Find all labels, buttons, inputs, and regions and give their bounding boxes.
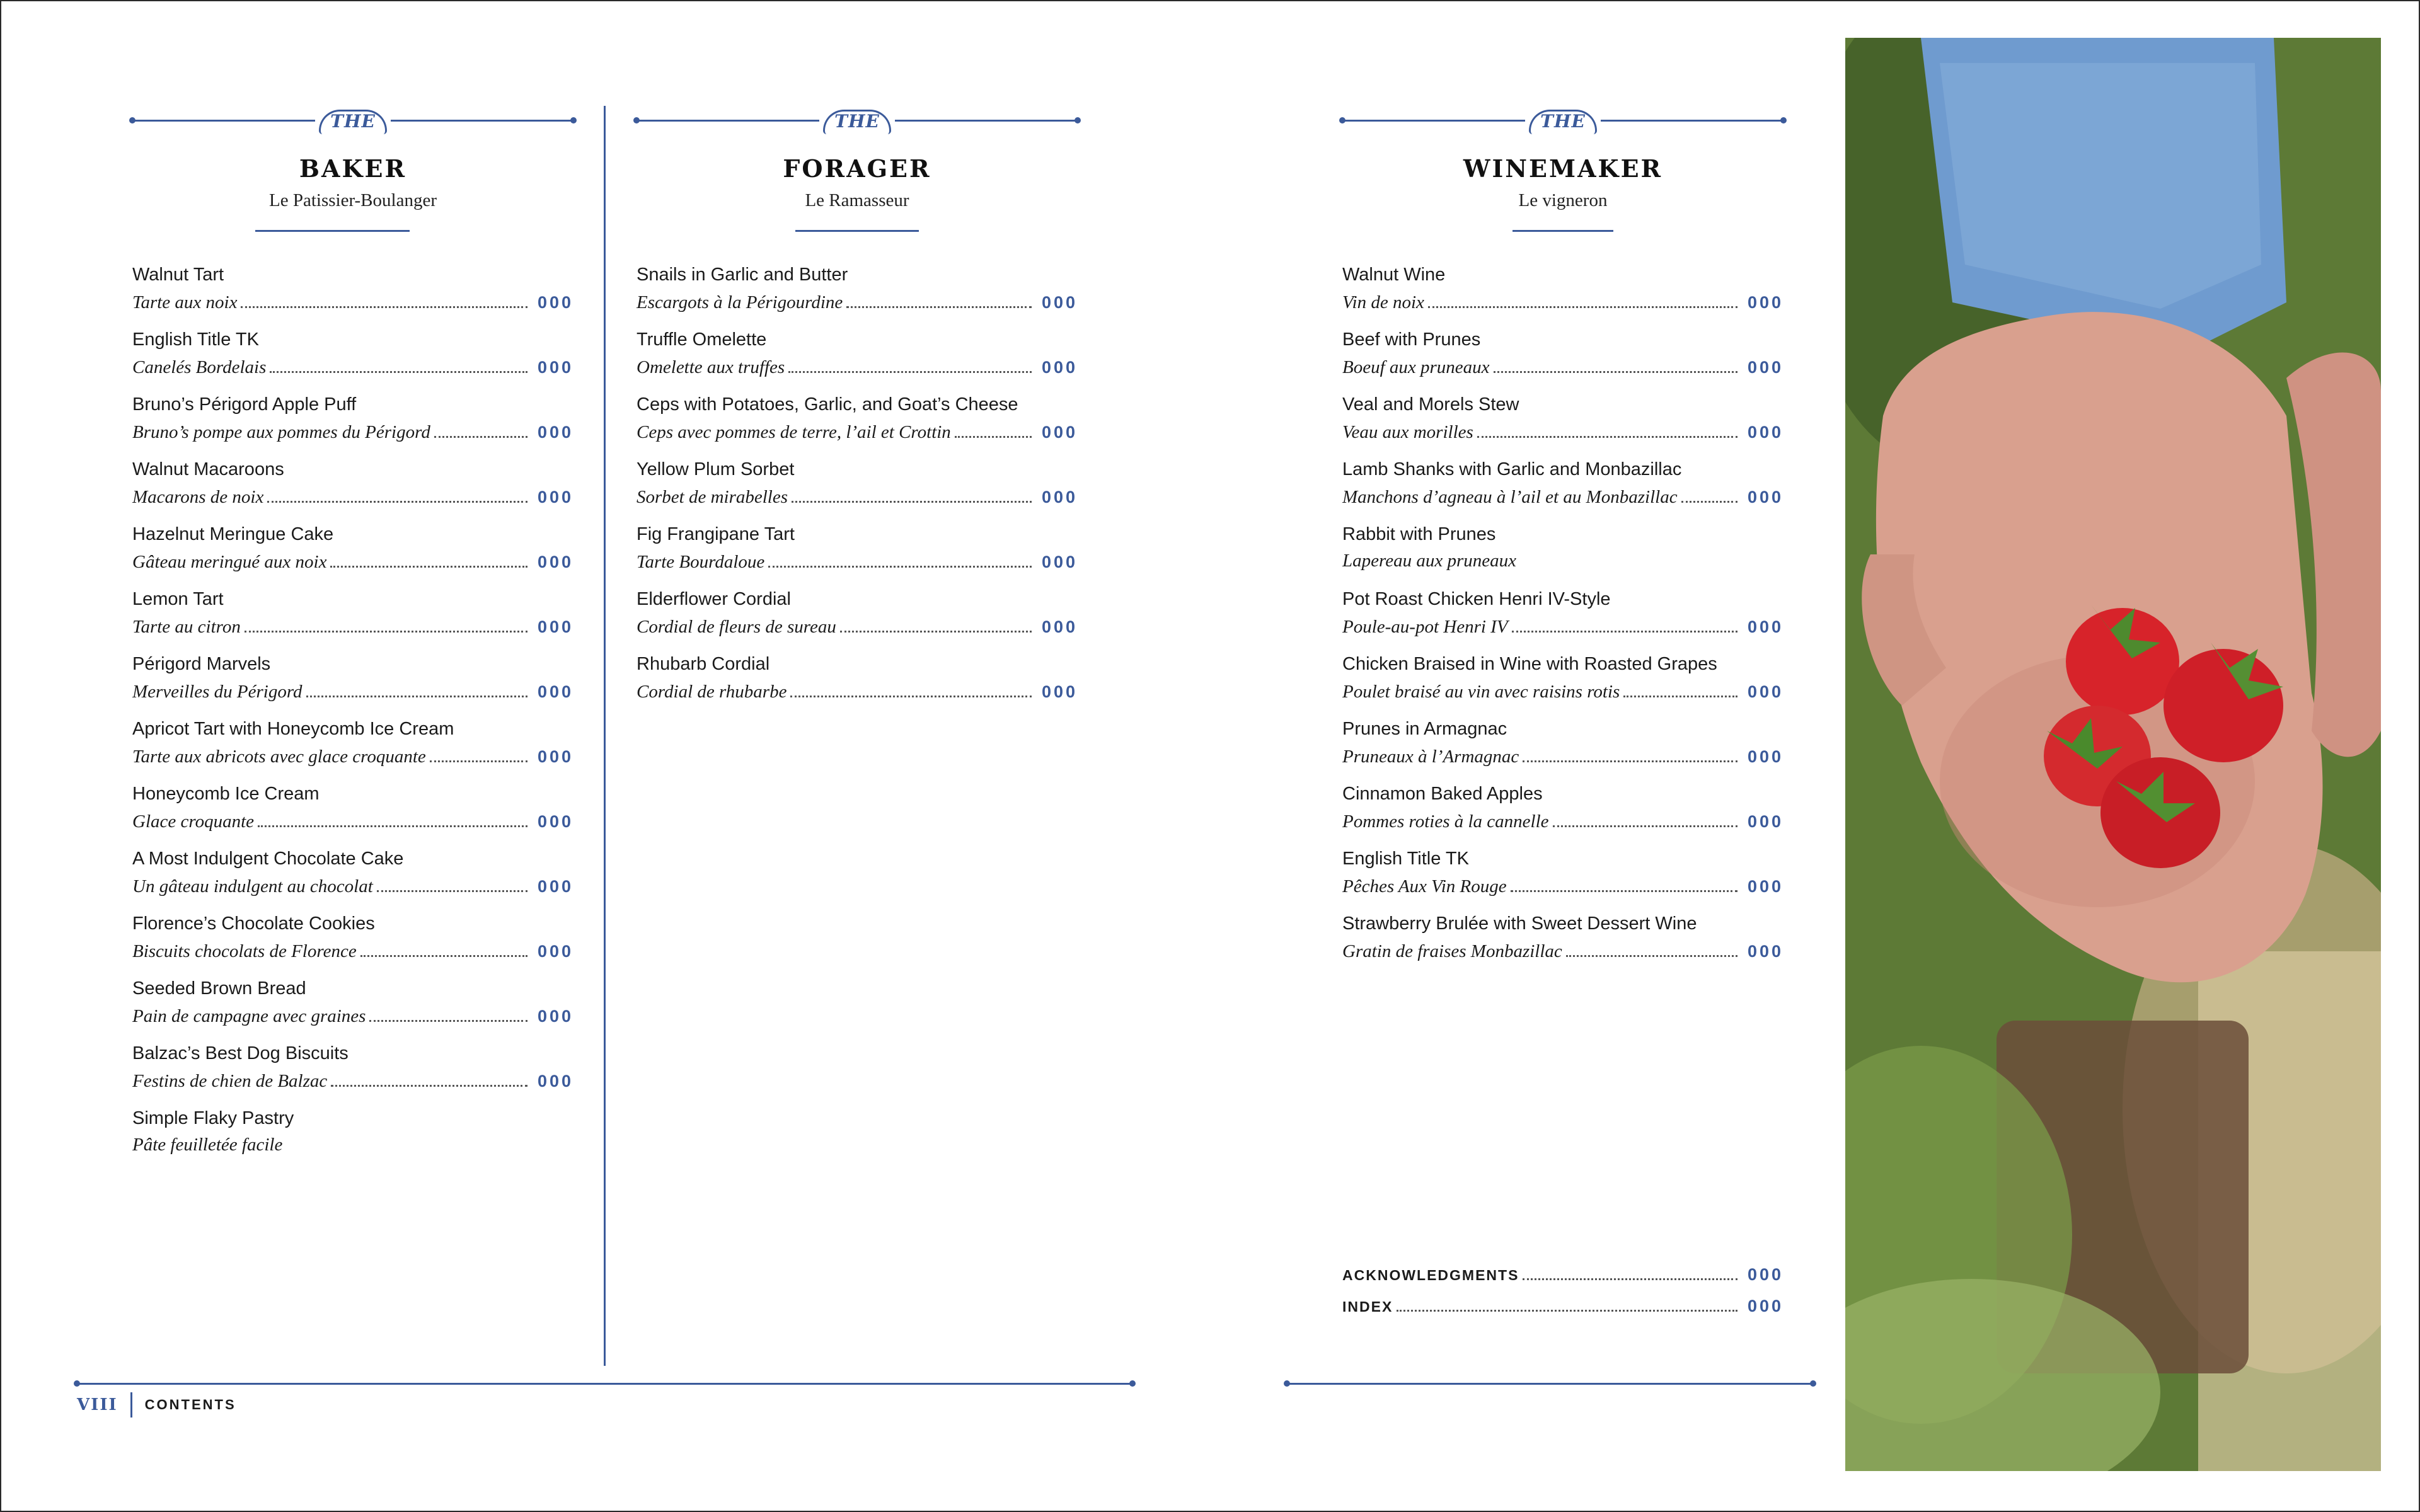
recipe-entry[interactable] [1342,914,1783,973]
page-number: 000 [1747,1265,1783,1284]
recipe-title-en: Yellow Plum Sorbet [637,459,795,479]
recipe-title-en: Walnut Tart [132,265,224,285]
dot-leader [377,875,527,892]
page-number: 000 [1747,682,1783,701]
recipe-entry[interactable] [132,719,573,778]
page-number: 000 [537,617,573,636]
page-number: 000 [1747,812,1783,831]
dot-leader [955,421,1032,438]
recipe-fr-line [132,810,573,835]
recipe-title-fr: Glace croquante [132,811,255,832]
dot-leader [788,356,1032,373]
recipe-entry[interactable] [1342,329,1783,389]
recipe-fr-line [1342,421,1783,446]
recipe-fr-line [132,291,573,316]
dot-leader [1512,616,1737,633]
page-number: 000 [1041,488,1078,507]
recipe-fr-line [132,1070,573,1095]
recipe-fr-line [132,1135,573,1160]
recipe-title-fr: Manchons d’agneau à l’ail et au Monbazillac [1342,487,1678,507]
page-number: 000 [1747,942,1783,961]
recipe-fr-line [1342,940,1783,965]
recipe-fr-line [132,551,573,576]
recipe-title-en: Apricot Tart with Honeycomb Ice Cream [132,719,454,739]
page-number: 000 [1041,358,1078,377]
dot-leader [846,291,1032,308]
recipe-title-fr: Festins de chien de Balzac [132,1071,328,1091]
recipe-title-fr: Canelés Bordelais [132,357,267,377]
section-subtitle: Le Ramasseur [805,190,909,210]
recipe-fr-line [1342,291,1783,316]
section-subtitle: Le vigneron [1518,190,1608,210]
recipe-entry[interactable] [1342,524,1783,583]
section-title: WINEMAKER [1463,154,1663,183]
recipe-entry[interactable] [132,784,573,843]
recipe-title-fr: Ceps avec pommes de terre, l’ail et Crottin [637,422,951,442]
dot-leader [1523,745,1737,762]
column-divider [604,106,606,1366]
recipe-title-fr: Lapereau aux pruneaux [1342,551,1516,571]
dot-leader [434,421,527,438]
recipe-entry[interactable] [132,978,573,1038]
recipe-title-en: Lamb Shanks with Garlic and Monbazillac [1342,459,1682,479]
the-badge: THE [1525,107,1601,136]
recipe-title-en: Chicken Braised in Wine with Roasted Grapes [1342,654,1717,674]
recipe-title-en: Bruno’s Périgord Apple Puff [132,394,357,415]
dot-leader [1397,1295,1737,1312]
dot-leader [270,356,527,373]
recipe-title-fr: Gratin de fraises Monbazillac [1342,941,1562,961]
page-number: 000 [537,1007,573,1026]
dot-leader [245,616,527,633]
dot-leader [369,1005,527,1022]
recipe-entry[interactable] [637,589,1078,648]
dot-leader [430,745,527,762]
recipe-entry[interactable] [637,524,1078,583]
recipe-title-fr: Cordial de fleurs de sureau [637,617,836,637]
folio-number: VIII [77,1395,118,1414]
recipe-title-fr: Un gâteau indulgent au chocolat [132,876,373,896]
recipe-title-en: Balzac’s Best Dog Biscuits [132,1043,349,1063]
recipe-title-en: English Title TK [1342,849,1469,869]
recipe-title-fr: Gâteau meringué aux noix [132,552,327,572]
dot-leader [1523,1263,1737,1280]
recipe-entry[interactable] [637,265,1078,324]
recipe-title-en: Seeded Brown Bread [132,978,306,999]
recipe-title-en: Veal and Morels Stew [1342,394,1519,415]
recipe-title-fr: Tarte au citron [132,617,241,637]
recipe-fr-line [637,486,1078,511]
section-subtitle: Le Patissier-Boulanger [269,190,437,210]
recipe-title-en: Périgord Marvels [132,654,271,674]
title-underline [1512,230,1613,232]
recipe-entry[interactable] [132,265,573,324]
recipe-entry[interactable] [132,1043,573,1102]
recipe-entry[interactable] [637,394,1078,454]
page-number: 000 [1747,1297,1783,1315]
recipe-entry[interactable] [132,849,573,908]
recipe-title-fr: Veau aux morilles [1342,422,1473,442]
page-number: 000 [537,747,573,766]
dot-leader [792,486,1032,503]
page-number: 000 [537,488,573,507]
recipe-entry[interactable] [132,459,573,518]
recipe-title-en: English Title TK [132,329,259,350]
strawberries-photo [1845,38,2381,1471]
recipe-fr-line [637,356,1078,381]
toc-index[interactable] [1342,1295,1783,1320]
dot-leader [768,551,1032,568]
recipe-title-fr: Bruno’s pompe aux pommes du Périgord [132,422,430,442]
recipe-entry[interactable] [1342,459,1783,518]
page-number: 000 [537,358,573,377]
dot-leader [1494,356,1737,373]
recipe-fr-line [1342,680,1783,706]
recipe-entry[interactable] [637,654,1078,713]
toc-acknowledgments[interactable] [1342,1263,1783,1288]
recipe-fr-line [132,1005,573,1030]
folio-separator [130,1392,132,1418]
recipe-title-fr: Tarte aux noix [132,292,238,312]
recipe-entry[interactable] [132,589,573,648]
recipe-title-fr: Macarons de noix [132,487,264,507]
recipe-title-en: Elderflower Cordial [637,589,791,609]
recipe-title-fr: Pruneaux à l’Armagnac [1342,747,1519,767]
the-badge: THE [315,107,391,136]
recipe-title-fr: Poule-au-pot Henri IV [1342,617,1508,637]
page-number: 000 [1747,877,1783,896]
recipe-title-fr: Pommes roties à la cannelle [1342,811,1549,832]
recipe-entry[interactable] [637,329,1078,389]
page-number: 000 [1041,553,1078,571]
page-number: 000 [537,293,573,312]
recipe-title-en: Rhubarb Cordial [637,654,770,674]
page-number: 000 [537,1072,573,1091]
folio [77,1392,236,1418]
recipe-fr-line [132,875,573,900]
dot-leader [1566,940,1737,957]
recipe-title-fr: Tarte Bourdaloue [637,552,765,572]
recipe-entry[interactable] [1342,265,1783,324]
dot-leader [331,1070,527,1087]
photo-illustration [1845,38,2381,1471]
dot-leader [1428,291,1737,308]
recipe-title-fr: Vin de noix [1342,292,1424,312]
title-underline [795,230,919,232]
recipe-title-en: Pot Roast Chicken Henri IV-Style [1342,589,1611,609]
section-title: BAKER [299,154,407,183]
recipe-title-en: Simple Flaky Pastry [132,1108,294,1128]
recipe-entry[interactable] [1342,784,1783,843]
page-number: 000 [1747,488,1783,507]
recipe-entry[interactable] [132,654,573,713]
page-number: 000 [537,423,573,442]
recipe-title-en: Fig Frangipane Tart [637,524,795,544]
recipe-title-fr: Omelette aux truffes [637,357,785,377]
recipe-entry[interactable] [1342,394,1783,454]
recipe-fr-line [132,680,573,706]
bottom-rule-right [1287,1383,1813,1385]
dot-leader [1681,486,1737,503]
recipe-title-fr: Pêches Aux Vin Rouge [1342,876,1507,896]
page-number: 000 [1041,423,1078,442]
page-number: 000 [1747,423,1783,442]
bottom-rule-left [77,1383,1132,1385]
recipe-fr-line [637,616,1078,641]
recipe-title-fr: Boeuf aux pruneaux [1342,357,1490,377]
folio-label: CONTENTS [144,1397,236,1412]
page-number: 000 [537,877,573,896]
recipe-fr-line [1342,551,1783,576]
recipe-fr-line [1342,486,1783,511]
recipe-entry[interactable] [132,524,573,583]
page-number: 000 [537,682,573,701]
recipe-title-fr: Escargots à la Périgourdine [637,292,843,312]
recipe-fr-line [132,356,573,381]
recipe-fr-line [637,551,1078,576]
recipe-title-en: Truffle Omelette [637,329,767,350]
page-number: 000 [1041,617,1078,636]
dot-leader [1623,680,1737,697]
recipe-fr-line [637,680,1078,706]
dot-leader [241,291,527,308]
recipe-entry[interactable] [132,1108,573,1167]
recipe-fr-line [132,486,573,511]
recipe-title-en: Florence’s Chocolate Cookies [132,914,375,934]
recipe-title-en: Strawberry Brulée with Sweet Dessert Wine [1342,914,1697,934]
dot-leader [1511,875,1737,892]
recipe-title-en: Snails in Garlic and Butter [637,265,848,285]
recipe-title-en: Rabbit with Prunes [1342,524,1496,544]
dot-leader [360,940,527,957]
recipe-entry[interactable] [1342,719,1783,778]
recipe-title-en: Lemon Tart [132,589,224,609]
recipe-fr-line [637,291,1078,316]
title-underline [255,230,410,232]
dot-leader [258,810,527,827]
recipe-entry[interactable] [1342,589,1783,648]
recipe-title-fr: Poulet braisé au vin avec raisins rotis [1342,682,1620,702]
recipe-fr-line [132,745,573,770]
section-title: FORAGER [783,154,931,183]
recipe-entry[interactable] [1342,849,1783,908]
recipe-fr-line [1342,810,1783,835]
dot-leader [840,616,1032,633]
recipe-fr-line [1342,616,1783,641]
page-number: 000 [1747,617,1783,636]
recipe-fr-line [1342,745,1783,770]
recipe-title-en: Hazelnut Meringue Cake [132,524,334,544]
recipe-entry[interactable] [132,914,573,973]
recipe-fr-line [132,616,573,641]
toc-label: ACKNOWLEDGMENTS [1342,1267,1519,1283]
recipe-title-fr: Sorbet de mirabelles [637,487,788,507]
the-badge: THE [819,107,895,136]
recipe-fr-line [1342,875,1783,900]
recipe-title-fr: Biscuits chocolats de Florence [132,941,357,961]
recipe-title-fr: Pain de campagne avec graines [132,1006,366,1026]
dot-leader [330,551,527,568]
dot-leader [1477,421,1737,438]
dot-leader [1553,810,1737,827]
recipe-title-fr: Cordial de rhubarbe [637,682,787,702]
dot-leader [267,486,527,503]
recipe-title-en: Beef with Prunes [1342,329,1481,350]
recipe-fr-line [1342,356,1783,381]
dot-leader [790,680,1031,697]
recipe-title-en: Walnut Macaroons [132,459,284,479]
page-number: 000 [1747,747,1783,766]
recipe-title-en: Walnut Wine [1342,265,1446,285]
recipe-title-fr: Tarte aux abricots avec glace croquante [132,747,426,767]
recipe-entry[interactable] [1342,654,1783,713]
recipe-title-en: Ceps with Potatoes, Garlic, and Goat’s Cheese [637,394,1018,415]
page-number: 000 [1041,293,1078,312]
recipe-fr-line [132,940,573,965]
recipe-title-en: Cinnamon Baked Apples [1342,784,1543,804]
recipe-title-en: Honeycomb Ice Cream [132,784,320,804]
page-number: 000 [537,942,573,961]
page-number: 000 [1041,682,1078,701]
page-number: 000 [1747,293,1783,312]
page-number: 000 [537,812,573,831]
recipe-entry[interactable] [132,394,573,454]
page-number: 000 [1747,358,1783,377]
recipe-title-en: Prunes in Armagnac [1342,719,1507,739]
page-number: 000 [537,553,573,571]
recipe-title-en: A Most Indulgent Chocolate Cake [132,849,404,869]
recipe-entry[interactable] [132,329,573,389]
recipe-title-fr: Pâte feuilletée facile [132,1135,283,1155]
toc-label: INDEX [1342,1298,1393,1315]
recipe-fr-line [637,421,1078,446]
recipe-entry[interactable] [637,459,1078,518]
recipe-title-fr: Merveilles du Périgord [132,682,302,702]
recipe-fr-line [132,421,573,446]
dot-leader [306,680,527,697]
